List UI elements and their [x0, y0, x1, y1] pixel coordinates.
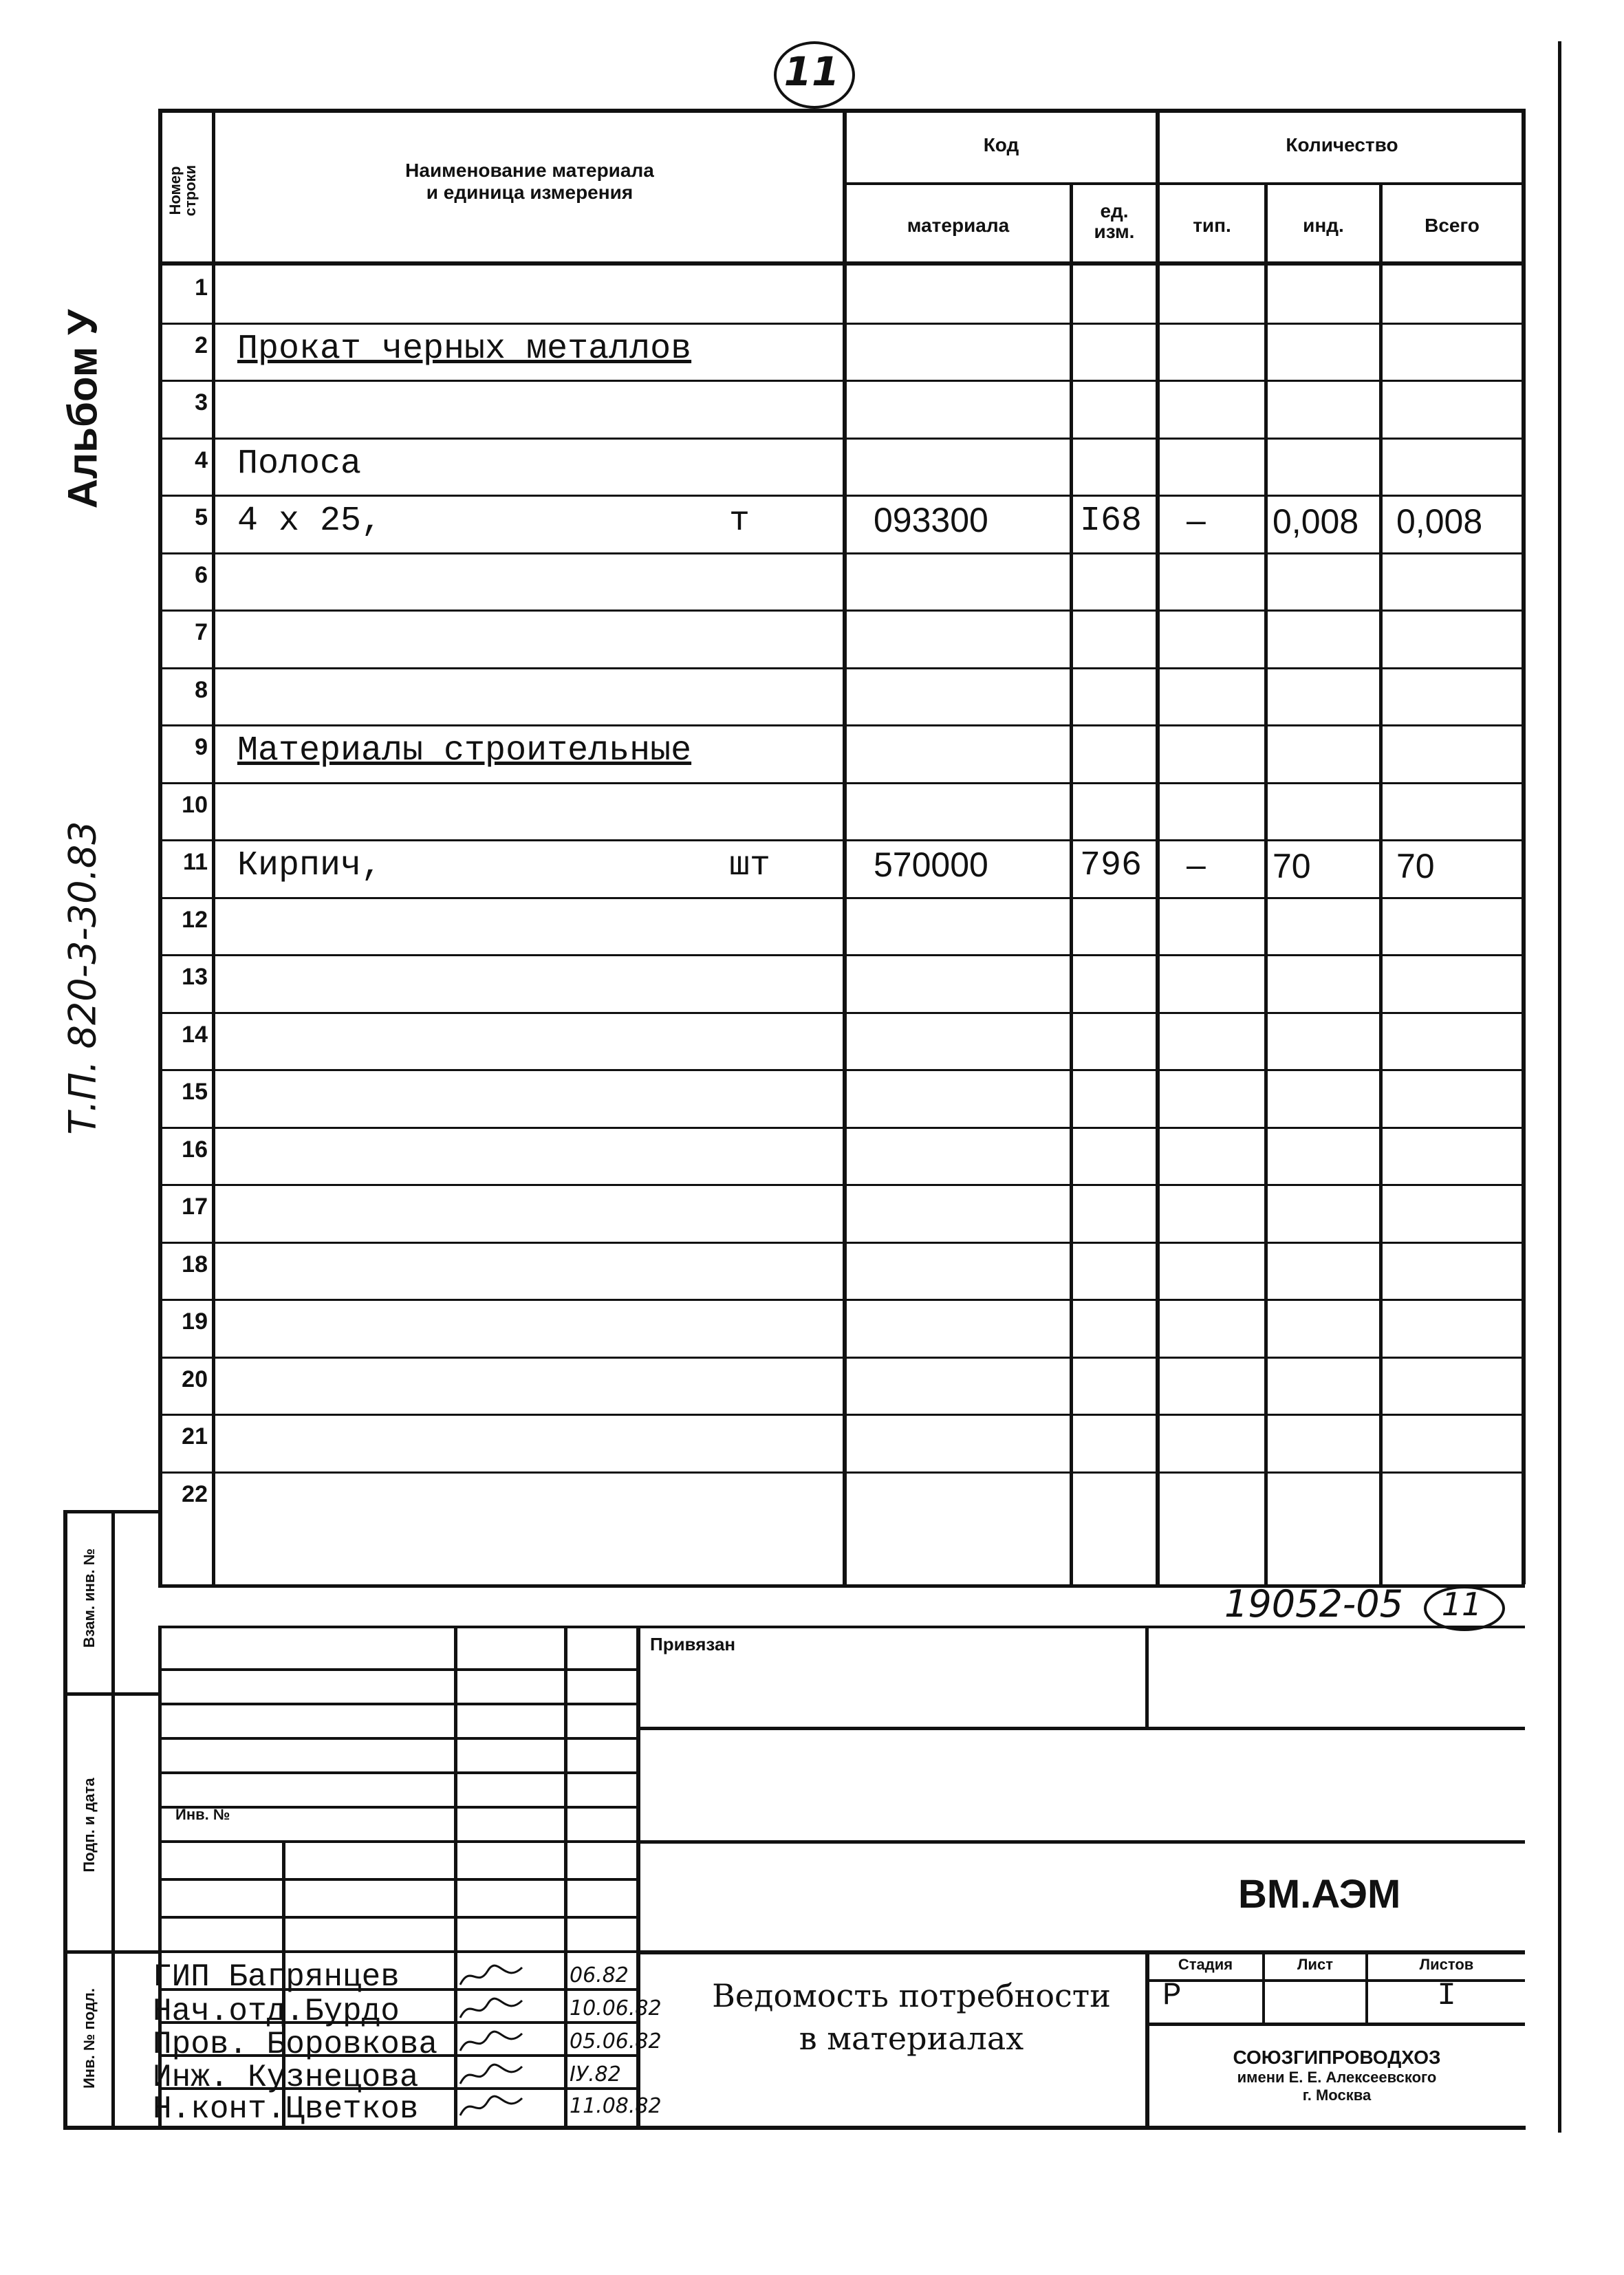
- row-number: 2: [195, 332, 208, 358]
- qty-ind: 70: [1273, 847, 1311, 885]
- row-number: 19: [182, 1308, 208, 1335]
- album-label: Альбом У: [59, 309, 106, 509]
- table-row: [0, 1357, 1624, 1414]
- row-number: 21: [182, 1423, 208, 1449]
- signature-row-gip-text: ГИП Багрянцев: [153, 1959, 400, 1995]
- qty-typ: –: [1187, 845, 1206, 884]
- header-unit: [1073, 201, 1156, 242]
- header-name: [289, 160, 770, 204]
- row-number: 13: [182, 964, 208, 990]
- row-number: 14: [182, 1021, 208, 1048]
- stage-label: Стадия: [1178, 1956, 1233, 1973]
- row-number: 4: [195, 446, 208, 473]
- org-line2: имени Е. Е. Алексеевского: [1237, 2069, 1437, 2086]
- signature-scribble: [457, 1994, 526, 2025]
- org-line3: г. Москва: [1302, 2087, 1372, 2104]
- organization: [1149, 2047, 1525, 2104]
- unit: т: [729, 502, 750, 541]
- table-row: [0, 438, 1624, 495]
- signature-row-prov-text: Пров. Боровкова: [153, 2027, 438, 2062]
- table-row: [0, 552, 1624, 610]
- page-number: 11: [783, 48, 840, 95]
- signature-date: 05.06.82: [570, 2029, 662, 2053]
- signature-row-inzh-text: Инж. Кузнецова: [153, 2060, 419, 2095]
- signature-date: IУ.82: [570, 2062, 621, 2087]
- document-title-line1: Ведомость потребности: [712, 1977, 1111, 2014]
- table-row: [0, 323, 1624, 380]
- header-name-line2: и единица измерения: [426, 182, 634, 203]
- row-number: 22: [182, 1480, 208, 1507]
- table-row: [0, 265, 1624, 323]
- signature-row-nach-otd-text: Нач.отд.Бурдо: [153, 1994, 400, 2029]
- signature-row-n-kont: [153, 2091, 418, 2127]
- signature-row-prov: [153, 2027, 437, 2062]
- row-number: 15: [182, 1079, 208, 1105]
- table-row: [0, 495, 1624, 552]
- table-row: [0, 667, 1624, 725]
- material-code: 093300: [874, 501, 988, 539]
- unit-code: 796: [1080, 846, 1143, 885]
- signature-row-gip: [153, 1959, 400, 1995]
- header-total: Всего: [1425, 215, 1480, 236]
- header-unit-line1: ед.: [1100, 200, 1129, 222]
- signature-row-n-kont-text: Н.конт.Цветков: [153, 2091, 419, 2127]
- qty-total: 70: [1396, 847, 1435, 885]
- row-number: 12: [182, 906, 208, 933]
- qty-total: 0,008: [1396, 502, 1483, 541]
- material-name: Кирпич,: [237, 846, 382, 885]
- signature-scribble: [457, 2060, 526, 2091]
- signature-scribble: [457, 2027, 526, 2058]
- sheet-label: Лист: [1297, 1956, 1333, 1973]
- signature-date: 10.06.82: [570, 1996, 662, 2020]
- table-row: [0, 1012, 1624, 1070]
- row-number: 1: [195, 274, 208, 301]
- header-quantity: Количество: [1286, 134, 1398, 155]
- signature-date: 06.82: [570, 1963, 629, 1987]
- doc-number: 19052-05: [1224, 1582, 1403, 1626]
- table-row: [0, 610, 1624, 667]
- header-name-line1: Наименование материала: [405, 160, 654, 181]
- table-row: [0, 1184, 1624, 1242]
- privyazan-label: Привязан: [650, 1634, 736, 1654]
- row-number: 16: [182, 1136, 208, 1163]
- table-row: [0, 380, 1624, 438]
- unit: шт: [729, 846, 771, 885]
- row-number: 3: [195, 389, 208, 416]
- material-name: 4 х 25,: [237, 502, 382, 541]
- header-material: материала: [907, 215, 1010, 236]
- row-number: 11: [183, 849, 208, 875]
- margin-vzam-inv: Взам. инв. №: [80, 1548, 98, 1648]
- table-row: [0, 954, 1624, 1012]
- material-code: 570000: [874, 845, 988, 884]
- material-name: Прокат черных металлов: [237, 329, 692, 369]
- signature-date: 11.08.82: [570, 2094, 662, 2118]
- table-row: [0, 1127, 1624, 1185]
- table-row: [0, 1471, 1624, 1529]
- table-row: [0, 1242, 1624, 1300]
- row-number: 5: [195, 504, 208, 530]
- row-number: 9: [195, 734, 208, 760]
- table-row: [0, 1069, 1624, 1127]
- row-number: 6: [195, 561, 208, 588]
- sheets-label: Листов: [1419, 1956, 1474, 1973]
- row-number: 17: [182, 1194, 208, 1220]
- margin-inv-podl: Инв. № подл.: [80, 1988, 98, 2089]
- signature-scribble: [457, 2091, 526, 2123]
- table-row: [0, 724, 1624, 782]
- table-row: [0, 1414, 1624, 1471]
- row-number: 8: [195, 676, 208, 703]
- header-code: Код: [983, 134, 1019, 155]
- header-unit-line2: изм.: [1094, 221, 1135, 242]
- table-row: [0, 782, 1624, 840]
- row-number: 7: [195, 619, 208, 645]
- row-number: 18: [182, 1251, 208, 1277]
- signature-row-inzh: [153, 2060, 418, 2095]
- margin-podp-data: Подп. и дата: [80, 1778, 98, 1873]
- table-row: [0, 897, 1624, 955]
- project-code-label: Т.П. 820-3-30.83: [61, 821, 105, 1135]
- inv-no-label: Инв. №: [175, 1806, 230, 1823]
- header-row-number: [168, 142, 198, 239]
- document-title-line2: в материалах: [799, 2020, 1024, 2057]
- signature-scribble: [457, 1961, 526, 1992]
- header-typ: тип.: [1193, 215, 1231, 236]
- org-line1: СОЮЗГИПРОВОДХОЗ: [1233, 2047, 1441, 2068]
- table-row: [0, 1299, 1624, 1357]
- unit-code: I68: [1080, 502, 1143, 541]
- row-number: 10: [182, 791, 208, 818]
- material-name: Материалы строительные: [237, 731, 692, 770]
- sheets-value: I: [1437, 1978, 1456, 2014]
- header-row-number-text: Номер строки: [166, 164, 199, 217]
- doc-number-circled-value: 11: [1441, 1586, 1482, 1623]
- table-row: [0, 839, 1624, 897]
- header-ind: инд.: [1303, 215, 1344, 236]
- signature-row-nach-otd: [153, 1994, 400, 2029]
- stage-value: Р: [1162, 1978, 1182, 2014]
- row-number: 20: [182, 1366, 208, 1392]
- document-title: [674, 1974, 1149, 2060]
- document-code: ВМ.АЭМ: [1238, 1872, 1401, 1917]
- qty-ind: 0,008: [1273, 502, 1359, 541]
- qty-typ: –: [1187, 501, 1206, 539]
- material-name: Полоса: [237, 444, 362, 484]
